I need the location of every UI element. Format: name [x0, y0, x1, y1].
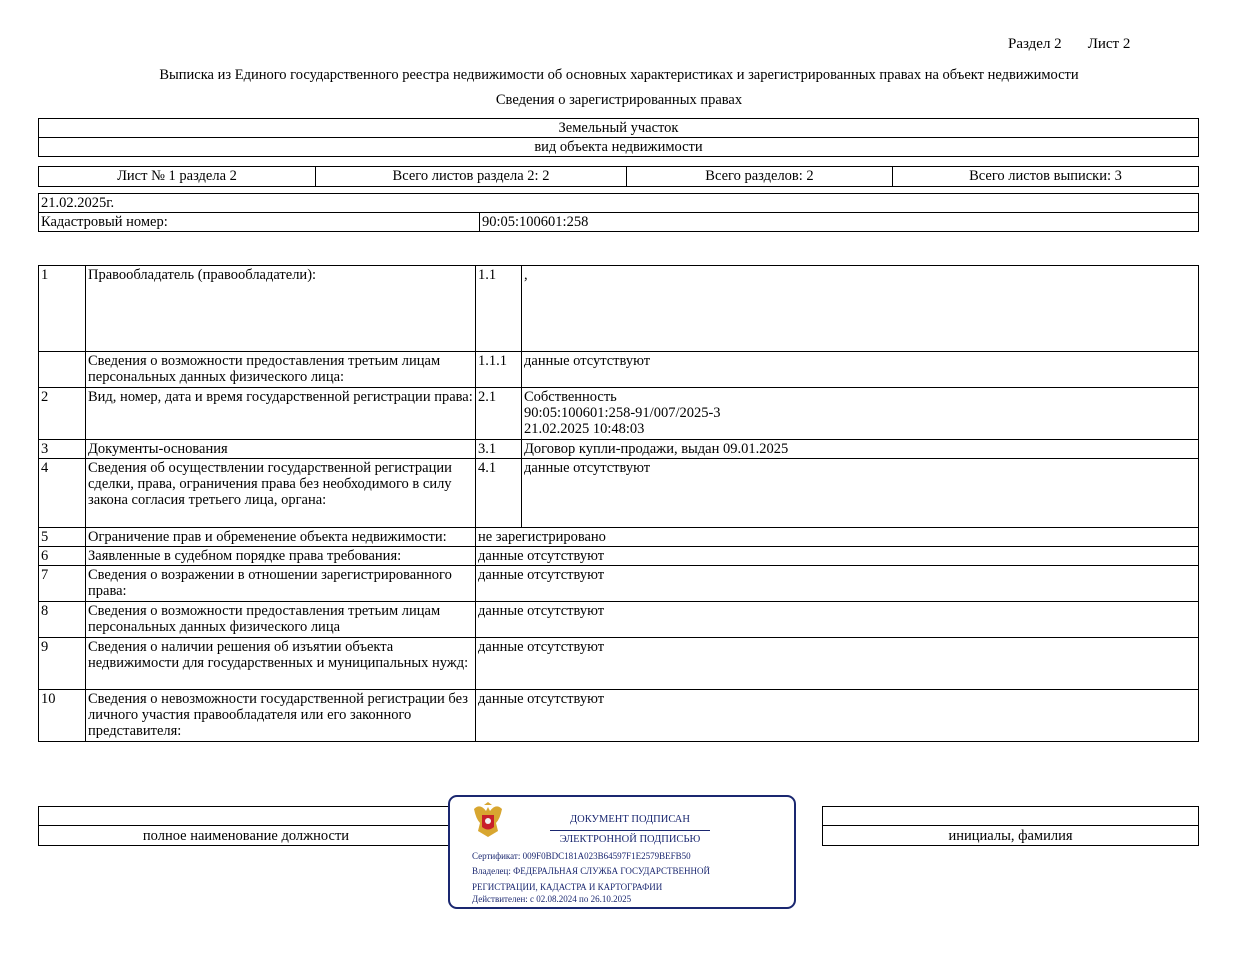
total-section-sheets: Всего листов раздела 2: 2 [316, 167, 627, 187]
owner-redacted-text: , [524, 267, 528, 283]
row-number: 5 [39, 528, 86, 547]
row-label: Сведения о наличии решения об изъятии объекта недвижимости для государственных и муниципальных нужд: [86, 638, 476, 690]
date-cadastral-table [38, 193, 1199, 232]
page-header-right [1008, 36, 1130, 53]
row-value: данные отсутствуют [476, 547, 1199, 566]
sheets-info-table [38, 166, 1199, 187]
position-blank [39, 807, 454, 826]
document-subtitle: Сведения о зарегистрированных правах [495, 92, 743, 108]
stamp-signed-line: ДОКУМЕНТ ПОДПИСАН [570, 814, 690, 825]
stamp-certificate: Сертификат: 009F0BDC181A023B64597F1E2579BEFB50 [472, 851, 691, 861]
extract-date: 21.02.2025г. [39, 194, 1199, 213]
total-extract-sheets: Всего листов выписки: 3 [893, 167, 1199, 187]
row-label: Вид, номер, дата и время государственной регистрации права: [86, 388, 476, 440]
cadastral-label: Кадастровый номер: [39, 213, 480, 232]
table-row [39, 459, 1199, 528]
row-value: данные отсутствуют [522, 352, 1199, 388]
row-value: данные отсутствуют [476, 602, 1199, 638]
row-number: 6 [39, 547, 86, 566]
row-sub-number: 1.1 [476, 266, 522, 352]
coat-of-arms-icon [470, 801, 506, 841]
row-value: не зарегистрировано [476, 528, 1199, 547]
stamp-esign-line: ЭЛЕКТРОННОЙ ПОДПИСЬЮ [559, 834, 701, 845]
table-row [39, 566, 1199, 602]
row-number [39, 352, 86, 388]
row-label: Правообладатель (правообладатели): [86, 266, 476, 352]
row-value [522, 388, 1199, 440]
table-row [39, 602, 1199, 638]
total-sections: Всего разделов: 2 [627, 167, 893, 187]
document-title: Выписка из Единого государственного реестра недвижимости об основных характеристиках и зарегистрированных правах на объект недвижимости [159, 67, 1079, 83]
row-number: 8 [39, 602, 86, 638]
row-number: 4 [39, 459, 86, 528]
row-number: 10 [39, 690, 86, 742]
row-number: 1 [39, 266, 86, 352]
object-type-table [38, 118, 1199, 157]
row-label: Ограничение прав и обременение объекта недвижимости: [86, 528, 476, 547]
row-label: Документы-основания [86, 440, 476, 459]
table-row [39, 266, 1199, 352]
registration-number: 90:05:100601:258-91/007/2025-3 [524, 405, 721, 421]
row-label: Заявленные в судебном порядке права требования: [86, 547, 476, 566]
section-number: Раздел 2 [1008, 36, 1062, 52]
row-value-redacted [522, 266, 1199, 352]
row-label: Сведения о возражении в отношении зарегистрированного права: [86, 566, 476, 602]
name-label: инициалы, фамилия [823, 826, 1199, 846]
table-row [39, 440, 1199, 459]
row-value: данные отсутствуют [476, 690, 1199, 742]
name-blank [823, 807, 1199, 826]
row-value: данные отсутствуют [476, 566, 1199, 602]
stamp-owner-line1: Владелец: ФЕДЕРАЛЬНАЯ СЛУЖБА ГОСУДАРСТВЕННОЙ [472, 866, 711, 876]
object-name: Земельный участок [39, 119, 1199, 138]
table-row [39, 547, 1199, 566]
row-number: 9 [39, 638, 86, 690]
sheet-of-section: Лист № 1 раздела 2 [39, 167, 316, 187]
row-number: 2 [39, 388, 86, 440]
sheet-number: Лист 2 [1087, 36, 1131, 52]
registration-datetime: 21.02.2025 10:48:03 [524, 421, 645, 437]
electronic-signature-stamp [448, 795, 796, 909]
table-row [39, 638, 1199, 690]
row-sub-number: 1.1.1 [476, 352, 522, 388]
object-kind-label: вид объекта недвижимости [39, 138, 1199, 157]
cadastral-number: 90:05:100601:258 [480, 213, 1199, 232]
rights-table [38, 265, 1199, 742]
row-label: Сведения об осуществлении государственной регистрации сделки, права, ограничения права без необходимого в силу закона согласия третьего лица, органа: [86, 459, 476, 528]
row-value: Договор купли-продажи, выдан 09.01.2025 [522, 440, 1199, 459]
right-type: Собственность [524, 389, 617, 405]
row-label: Сведения о возможности предоставления третьим лицам персональных данных физического лица: [86, 352, 476, 388]
table-row [39, 352, 1199, 388]
row-number: 3 [39, 440, 86, 459]
table-row [39, 690, 1199, 742]
row-label: Сведения о возможности предоставления третьим лицам персональных данных физического лица [86, 602, 476, 638]
row-value: данные отсутствуют [476, 638, 1199, 690]
row-sub-number: 3.1 [476, 440, 522, 459]
row-value: данные отсутствуют [522, 459, 1199, 528]
row-number: 7 [39, 566, 86, 602]
position-label: полное наименование должности [39, 826, 454, 846]
row-sub-number: 4.1 [476, 459, 522, 528]
table-row [39, 528, 1199, 547]
stamp-divider [550, 830, 710, 831]
row-sub-number: 2.1 [476, 388, 522, 440]
row-label: Сведения о невозможности государственной регистрации без личного участия правообладателя или его законного представителя: [86, 690, 476, 742]
table-row [39, 388, 1199, 440]
stamp-validity: Действителен: с 02.08.2024 по 26.10.2025 [472, 894, 632, 904]
stamp-owner-line2: РЕГИСТРАЦИИ, КАДАСТРА И КАРТОГРАФИИ [472, 882, 663, 892]
